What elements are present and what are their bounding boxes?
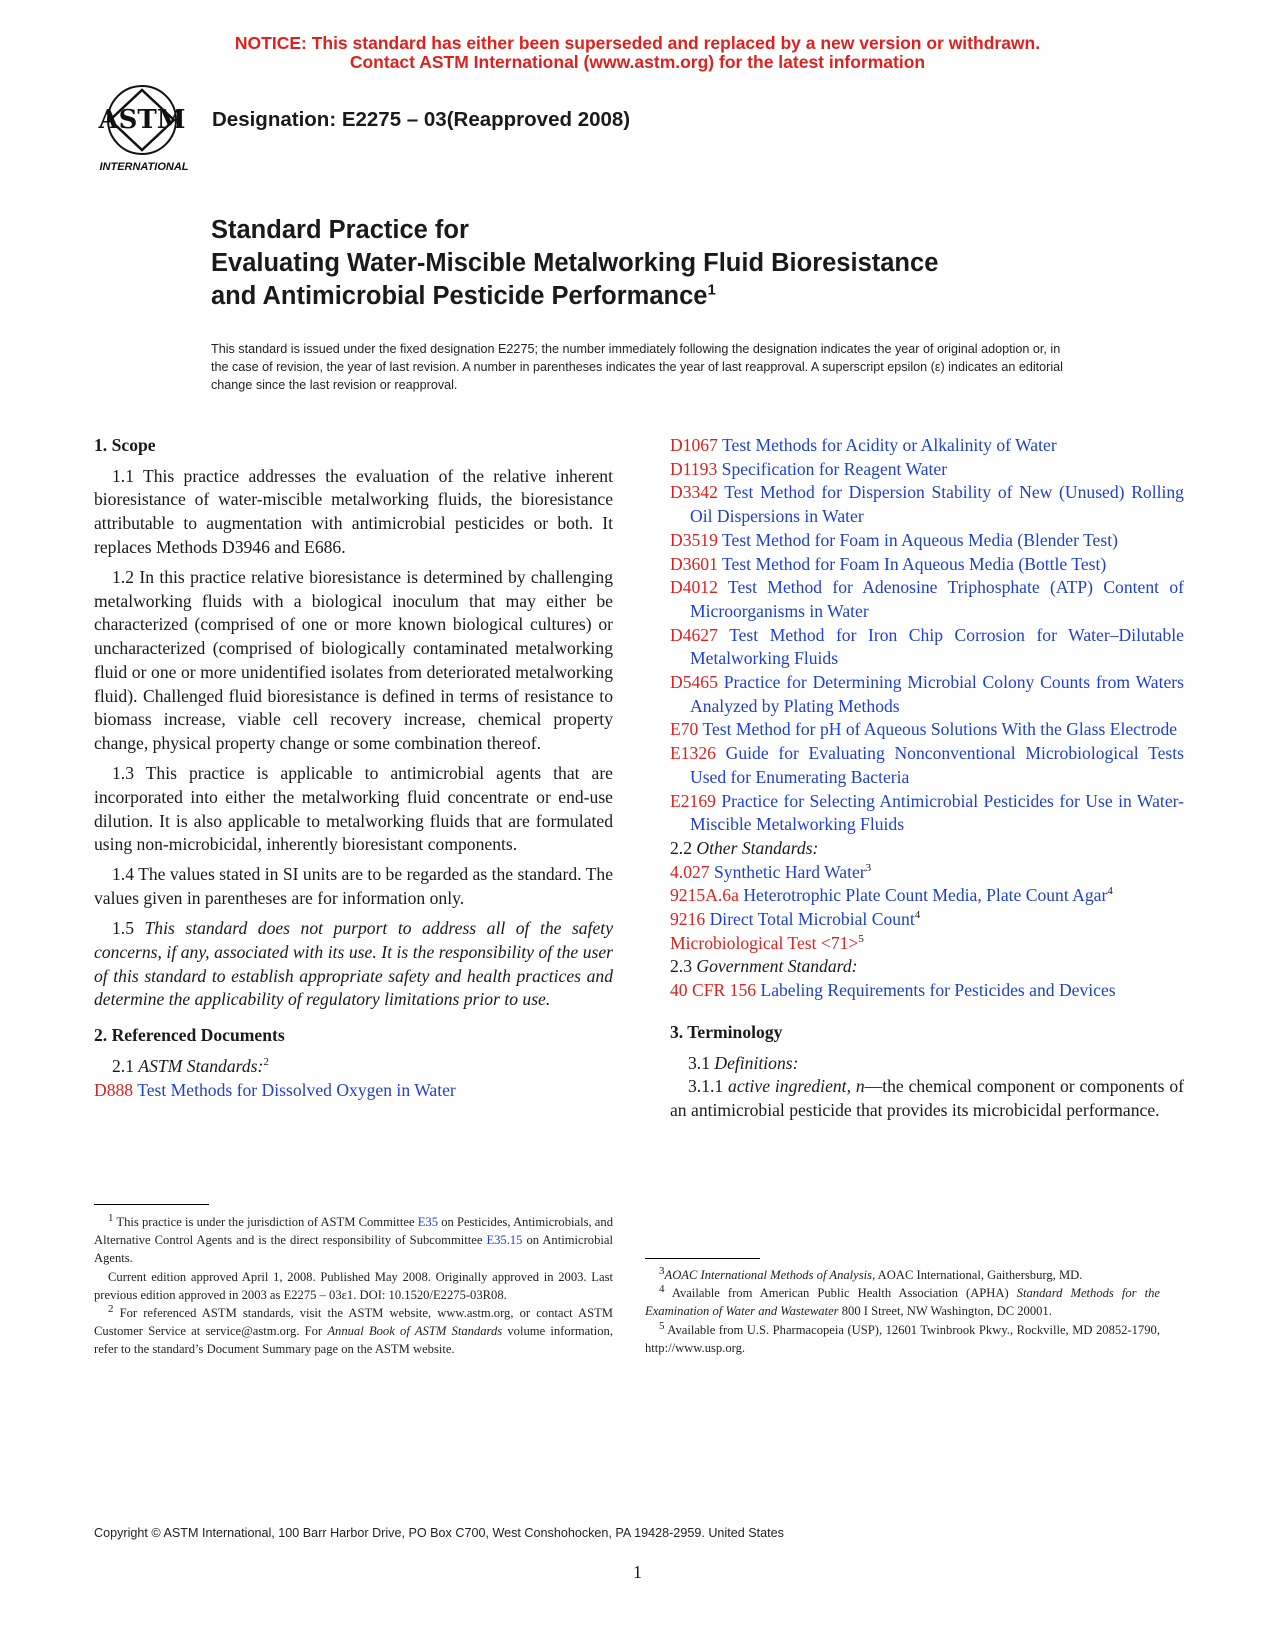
other-standards-subheading: 2.2 Other Standards: bbox=[670, 837, 819, 858]
footnotes-left bbox=[94, 1213, 613, 1359]
ref-item[interactable]: D1193 Specification for Reagent Water bbox=[670, 458, 948, 479]
ref-item[interactable]: D888 Test Methods for Dissolved Oxygen in Water bbox=[94, 1079, 456, 1100]
copyright: Copyright © ASTM International, 100 Barr Harbor Drive, PO Box C700, West Conshohocken, PA 19428-2959. United States bbox=[94, 1526, 784, 1540]
ref-item[interactable]: D4627 Test Method for Iron Chip Corrosion for Water–Dilutable Metalworking Fluids bbox=[670, 624, 1184, 669]
footnote-3: $^3$AOAC International Methods of Analysis, AOAC International, Gaithersburg, MD. bbox=[659, 1264, 1083, 1282]
terminology-heading: 3. Terminology bbox=[670, 1021, 783, 1042]
title-line-2: Evaluating Water-Miscible Metalworking Fluid Bioresistance bbox=[211, 249, 939, 277]
astm-logo bbox=[92, 84, 200, 174]
ref-item[interactable]: E70 Test Method for pH of Aqueous Solutions With the Glass Electrode bbox=[670, 719, 1178, 740]
footnote-5: $^5$ Available from U.S. Pharmacopeia (USP), 12601 Twinbrook Pkwy., Rockville, MD 20852-1790, http://www.usp.org. bbox=[645, 1319, 1160, 1355]
logo-subtext: INTERNATIONAL bbox=[99, 161, 189, 173]
title-line-1: Standard Practice for bbox=[211, 216, 469, 244]
scope-1-5: 1.5 This standard does not purport to address all of the safety concerns, if any, associated with its use. It is the responsibility of the user of this standard to establish appropriate safety and health practices and determine the applicability of regulatory limitations prior to use. bbox=[94, 918, 613, 1010]
scope-1-4: 1.4 The values stated in SI units are to be regarded as the standard. The values given in parentheses are for information only. bbox=[94, 864, 613, 909]
title-footnote-mark: 1 bbox=[707, 281, 716, 299]
scope-1-2: 1.2 In this practice relative bioresistance is determined by challenging metalworking fluids with a biological inoculum that may either be characterized (comprised of one or more known biological cultures) or uncharacterized (comprised of biologically contaminated metalworking fluid or one or more unidentified isolates from deteriorated metalworking fluid). Challenged fluid bioresistance is defined in terms of resistance to biomass increase, viable cell recovery increase, chemical property change, physical property change or some combination thereof. bbox=[94, 567, 613, 753]
footnote-divider-left bbox=[94, 1204, 209, 1205]
notice-line-2: Contact ASTM International (www.astm.org) for the latest information bbox=[349, 52, 926, 72]
ref-item[interactable]: D1067 Test Methods for Acidity or Alkalinity of Water bbox=[670, 435, 1057, 455]
right-column bbox=[670, 434, 1184, 1123]
footnotes-right bbox=[645, 1266, 1160, 1357]
ref-item[interactable]: D4012 Test Method for Adenosine Triphosphate (ATP) Content of Microorganisms in Water bbox=[670, 577, 1184, 621]
link-e35-15[interactable]: E35.15 bbox=[486, 1233, 523, 1248]
designation: Designation: E2275 – 03(Reapproved 2008) bbox=[212, 108, 631, 131]
footnote-2: $^2$ For referenced ASTM standards, visit the ASTM website, www.astm.org, or contact ASTM Customer Service at service@astm.org. For Annual Book of ASTM Standards volume information, refer to the standard’s Document Summary page on the ASTM website. bbox=[94, 1302, 613, 1357]
scope-heading: 1. Scope bbox=[94, 435, 156, 455]
scope-1-3: 1.3 This practice is applicable to antimicrobial agents that are incorporated into either the metalworking fluid concentrate or end-use dilution. It is also applicable to metalworking fluids that are formulated using non-microbicidal, inherently bioresistant components. bbox=[94, 763, 613, 855]
refdocs-heading: 2. Referenced Documents bbox=[94, 1025, 285, 1046]
notice-line-1: NOTICE: This standard has either been superseded and replaced by a new version or withdrawn. bbox=[234, 33, 1041, 53]
intro-paragraph: This standard is issued under the fixed designation E2275; the number immediately following the designation indicates the year of original adoption or, in the case of revision, the year of last revision. A number in parentheses indicates the year of last reapproval. A superscript epsilon (ε) indicates an editorial change since the last revision or reapproval. bbox=[211, 342, 1063, 392]
footnote-4: $^4$ Available from American Public Health Association (APHA) Standard Methods for the Examination of Water and Wastewater 800 I Street, NW Washington, DC 20001. bbox=[645, 1283, 1160, 1319]
ref-item[interactable]: 40 CFR 156 Labeling Requirements for Pesticides and Devices bbox=[670, 980, 1116, 1001]
document-title bbox=[211, 214, 938, 313]
definition-active-ingredient: 3.1.1 active ingredient, n—the chemical component or components of an antimicrobial pesticide that provides its microbicidal performance. bbox=[670, 1076, 1184, 1120]
astm-standards-subheading: 2.1 ASTM Standards:$^2$ bbox=[112, 1055, 269, 1076]
scope-1-1: 1.1 This practice addresses the evaluation of the relative inherent bioresistance of water-miscible metalworking fluids, the bioresistance attributable to augmentation with antimicrobial pesticides or both. It replaces Methods D3946 and E686. bbox=[94, 465, 613, 557]
footnote-1-edition: Current edition approved April 1, 2008. Published May 2008. Originally approved in 2003. Last previous edition approved in 2003 as E2275 – 03ε1. DOI: 10.1520/E2275-03R08. bbox=[94, 1269, 613, 1302]
title-line-3: and Antimicrobial Pesticide Performance$^1$ bbox=[211, 281, 716, 310]
footnote-divider-right bbox=[645, 1258, 760, 1259]
ref-item[interactable]: 9216 Direct Total Microbial Count$^4$ bbox=[670, 909, 921, 930]
footnote-1: $^1$ This practice is under the jurisdiction of ASTM Committee E35 on Pesticides, Antimicrobials, and Alternative Control Agents and is the direct responsibility of Subcommittee E35.15 on Antimicrobial Agents. bbox=[94, 1211, 613, 1266]
ref-item[interactable]: 4.027 Synthetic Hard Water$^3$ bbox=[670, 861, 872, 882]
ref-item[interactable]: 9215A.6a Heterotrophic Plate Count Media, Plate Count Agar$^4$ bbox=[670, 885, 1113, 906]
ref-item[interactable]: E2169 Practice for Selecting Antimicrobial Pesticides for Use in Water-Miscible Metalworking Fluids bbox=[670, 790, 1184, 835]
left-column bbox=[94, 434, 613, 1102]
astm-logo-icon bbox=[92, 84, 200, 174]
ref-item[interactable]: D3519 Test Method for Foam in Aqueous Media (Blender Test) bbox=[670, 529, 1118, 550]
ref-item[interactable]: D5465 Practice for Determining Microbial Colony Counts from Waters Analyzed by Plating Methods bbox=[670, 672, 1184, 716]
page-number: 1 bbox=[633, 1562, 642, 1582]
government-standard-subheading: 2.3 Government Standard: bbox=[670, 956, 858, 977]
ref-item[interactable]: E1326 Guide for Evaluating Nonconventional Microbiological Tests Used for Enumerating Bacteria bbox=[670, 743, 1184, 787]
definitions-subheading: 3.1 Definitions: bbox=[688, 1052, 799, 1073]
ref-item[interactable]: D3601 Test Method for Foam In Aqueous Media (Bottle Test) bbox=[670, 553, 1107, 574]
ref-item[interactable]: Microbiological Test <71>$^5$ bbox=[670, 932, 864, 953]
logo-text: ASTM bbox=[98, 105, 186, 135]
link-e35[interactable]: E35 bbox=[417, 1215, 439, 1229]
ref-item[interactable]: D3342 Test Method for Dispersion Stability of New (Unused) Rolling Oil Dispersions in Water bbox=[670, 482, 1184, 527]
